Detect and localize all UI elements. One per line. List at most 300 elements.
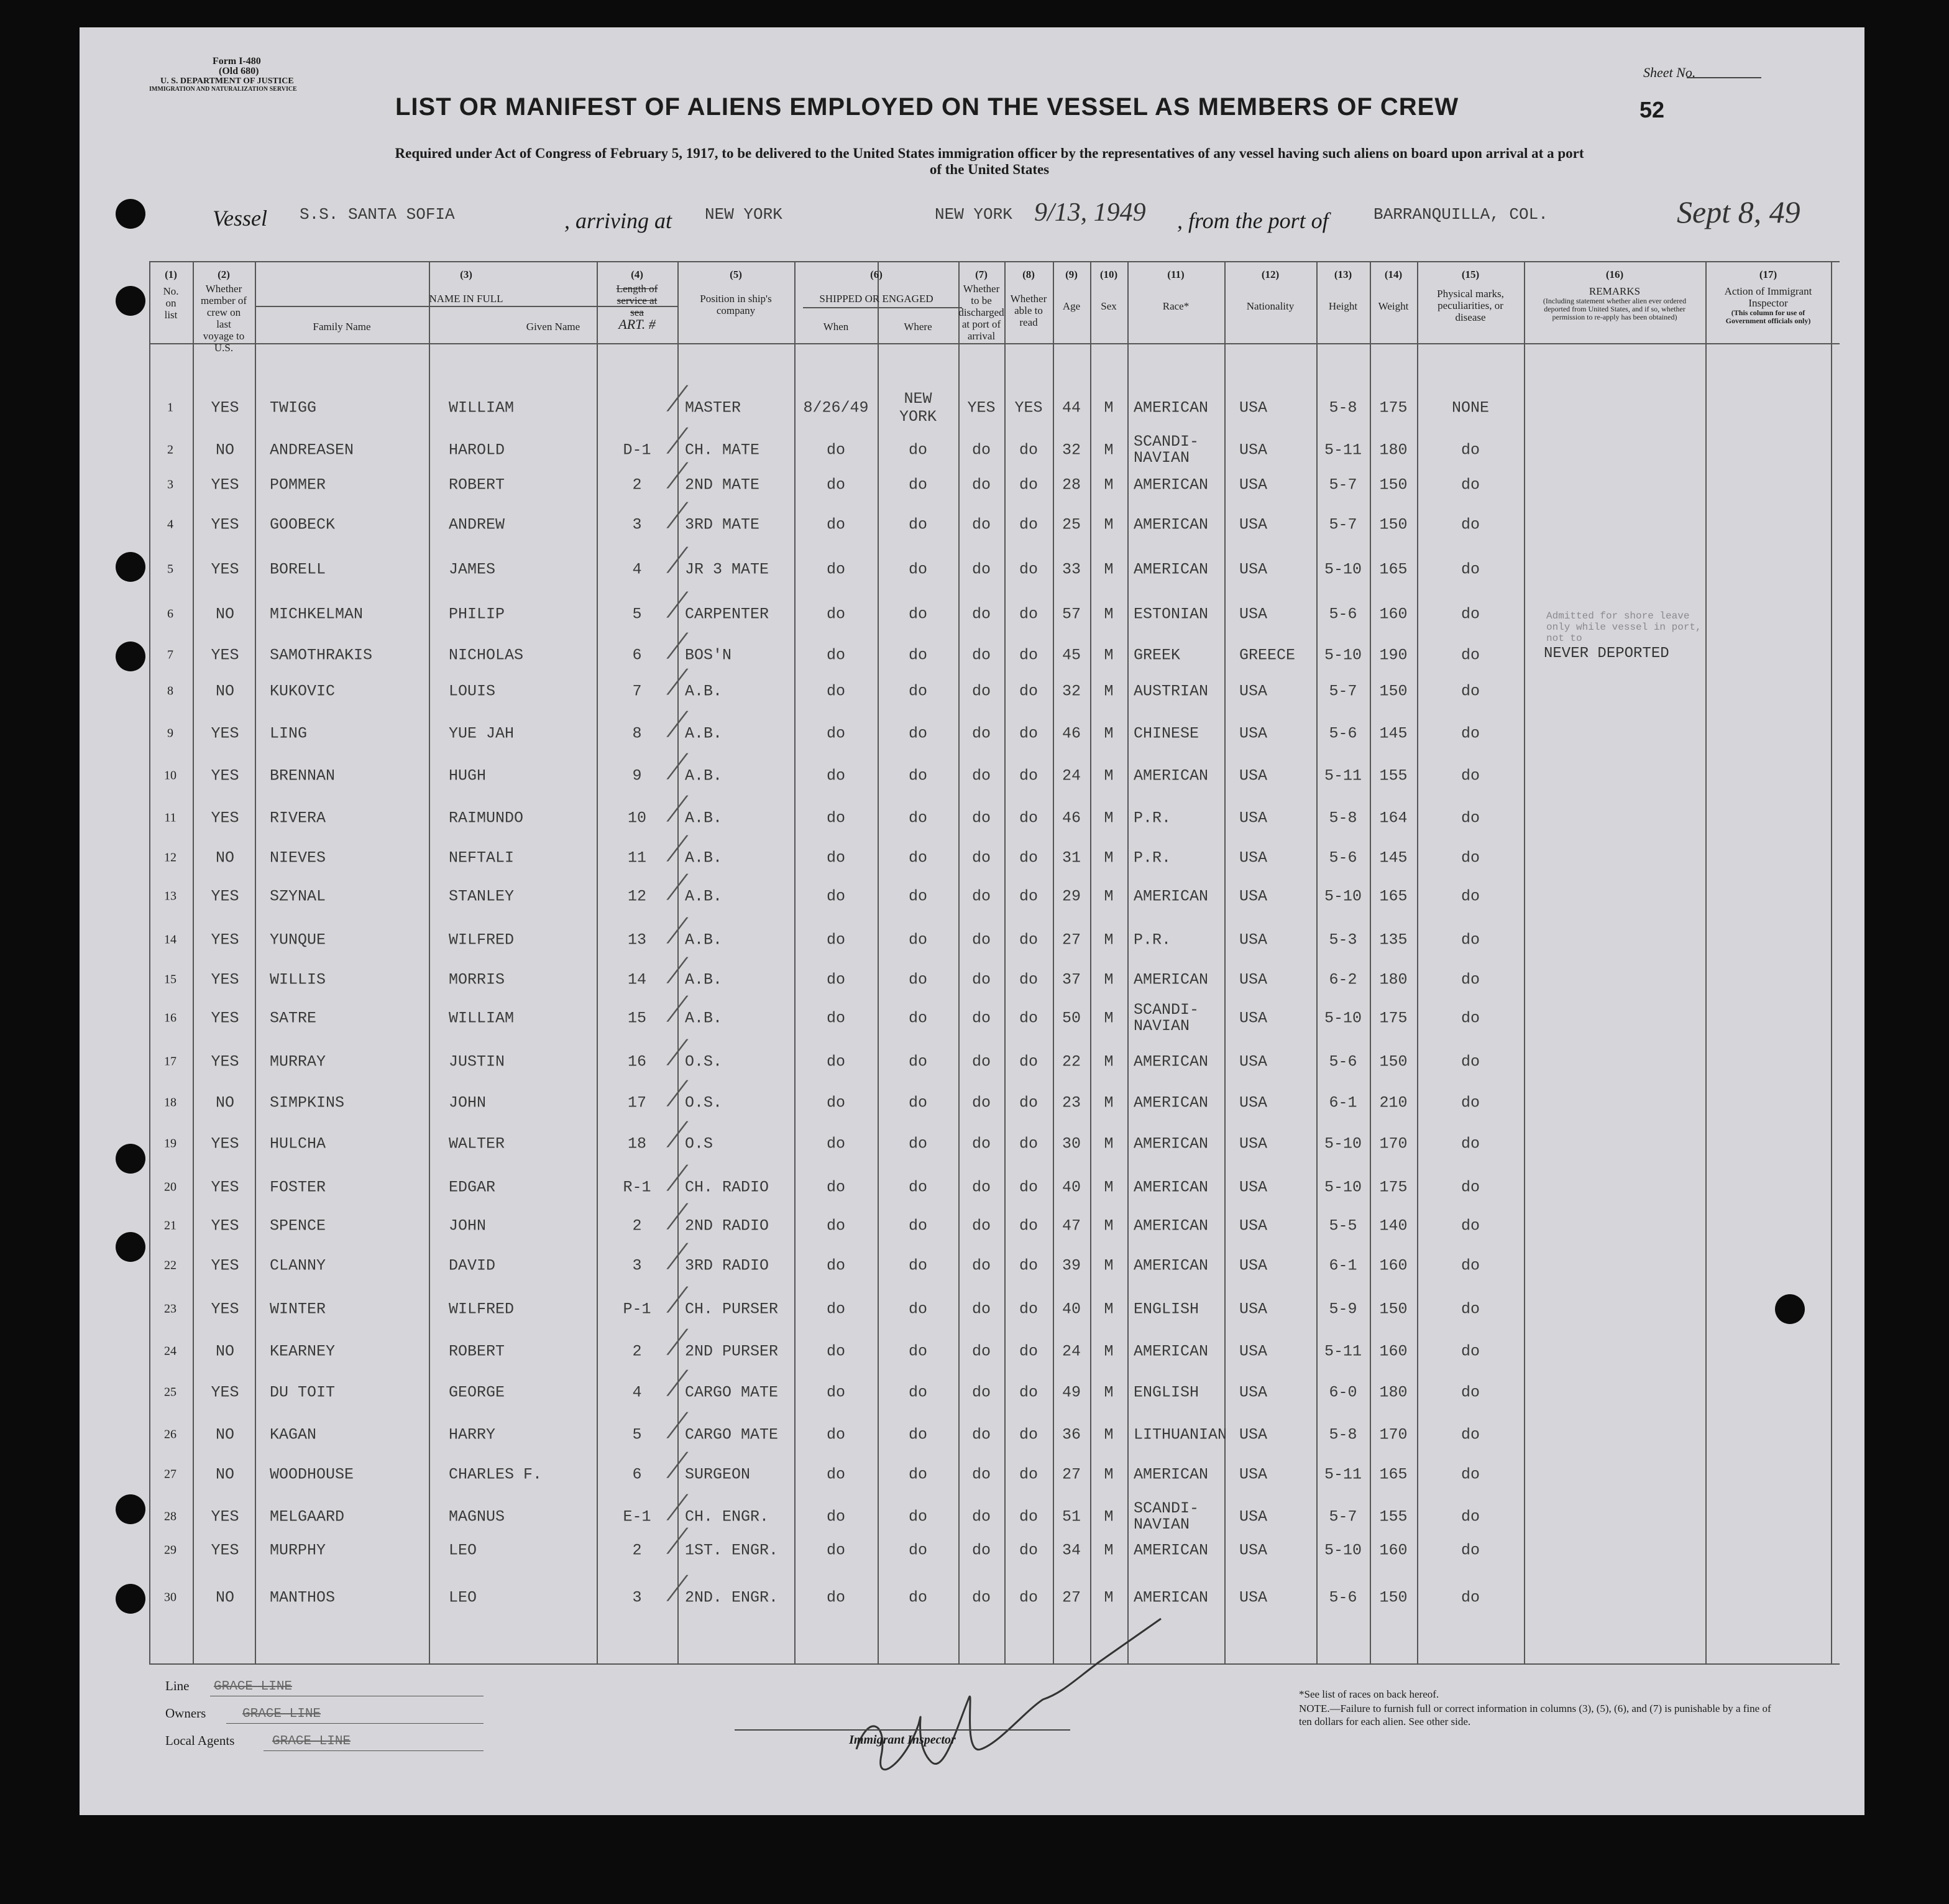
- race: AMERICAN: [1134, 1093, 1209, 1112]
- able-to-read: do: [1019, 1465, 1038, 1484]
- age: 27: [1062, 1465, 1081, 1484]
- race: ENGLISH: [1134, 1300, 1199, 1318]
- physical-marks: do: [1461, 766, 1480, 785]
- art-number: 11: [627, 849, 646, 867]
- able-to-read: do: [1019, 646, 1038, 665]
- race: GREEK: [1134, 646, 1181, 665]
- prev-voyage: YES: [211, 809, 239, 827]
- arriving-state: NEW YORK: [935, 205, 1012, 224]
- weight: 145: [1379, 724, 1408, 743]
- nationality: USA: [1239, 931, 1268, 949]
- weight: 175: [1379, 1009, 1408, 1028]
- prev-voyage: YES: [211, 1300, 239, 1318]
- shipped-when: do: [826, 441, 845, 459]
- nationality: USA: [1239, 441, 1268, 459]
- row-number: 23: [164, 1302, 177, 1316]
- punch-hole: [116, 1144, 145, 1174]
- race: AUSTRIAN: [1134, 682, 1209, 701]
- shipped-when: do: [826, 766, 845, 785]
- owners-label: Owners: [165, 1706, 206, 1721]
- physical-marks: do: [1461, 682, 1480, 701]
- nationality: USA: [1239, 1465, 1268, 1484]
- physical-marks: NONE: [1451, 398, 1489, 417]
- row-number: 27: [164, 1467, 177, 1481]
- given-name: HARRY: [449, 1425, 496, 1444]
- race: AMERICAN: [1134, 1178, 1209, 1197]
- height: 5-10: [1324, 887, 1362, 906]
- tally-check-mark: ╱: [669, 874, 682, 899]
- shipped-where: do: [908, 1052, 927, 1071]
- family-name: FOSTER: [270, 1178, 326, 1197]
- tally-check-mark: ╱: [669, 1287, 682, 1312]
- prev-voyage: YES: [211, 766, 239, 785]
- age: 47: [1062, 1216, 1081, 1235]
- col-rule: [193, 261, 194, 1663]
- height: 5-9: [1329, 1300, 1357, 1318]
- service: IMMIGRATION AND NATURALIZATION SERVICE: [149, 86, 297, 93]
- shipped-when: do: [826, 1134, 845, 1153]
- height: 5-6: [1329, 724, 1357, 743]
- owners-rule: [226, 1723, 484, 1724]
- remarks-never-deported: NEVER DEPORTED: [1544, 645, 1669, 662]
- shipped-when: do: [826, 809, 845, 827]
- prev-voyage: NO: [215, 1465, 234, 1484]
- height: 5-3: [1329, 931, 1357, 949]
- family-name: WILLIS: [270, 970, 326, 989]
- given-name: ANDREW: [449, 515, 505, 534]
- able-to-read: do: [1019, 849, 1038, 867]
- sex: M: [1104, 1256, 1114, 1275]
- nationality: USA: [1239, 605, 1268, 623]
- shipped-where: do: [908, 1342, 927, 1361]
- able-to-read: do: [1019, 560, 1038, 579]
- row-number: 15: [164, 972, 177, 986]
- weight: 180: [1379, 970, 1408, 989]
- tally-check-mark: ╱: [669, 1528, 682, 1553]
- shipped-where: do: [908, 441, 927, 459]
- physical-marks: do: [1461, 476, 1480, 494]
- art-number: D-1: [623, 441, 651, 459]
- discharged: do: [971, 1052, 991, 1071]
- age: 27: [1062, 931, 1081, 949]
- row-number: 7: [167, 648, 173, 662]
- race: AMERICAN: [1134, 1216, 1209, 1235]
- shipped-when: do: [826, 515, 845, 534]
- physical-marks: do: [1461, 931, 1480, 949]
- art-number: 13: [627, 931, 646, 949]
- shipped-where: do: [908, 1256, 927, 1275]
- physical-marks: do: [1461, 1342, 1480, 1361]
- able-to-read: do: [1019, 515, 1038, 534]
- shipped-where: do: [908, 1300, 927, 1318]
- height: 5-5: [1329, 1216, 1357, 1235]
- prev-voyage: NO: [215, 1342, 234, 1361]
- shipped-where: do: [908, 1425, 927, 1444]
- col-rule: [429, 261, 430, 1663]
- shipped-when-header: When: [823, 321, 849, 333]
- nationality: USA: [1239, 515, 1268, 534]
- shipped-when: do: [826, 1342, 845, 1361]
- given-name: PHILIP: [449, 605, 505, 623]
- position: MASTER: [685, 398, 741, 417]
- prev-voyage: NO: [215, 682, 234, 701]
- col3-title: NAME IN FULL: [429, 293, 503, 305]
- tally-check-mark: ╱: [669, 385, 682, 411]
- race: AMERICAN: [1134, 560, 1209, 579]
- nationality: USA: [1239, 809, 1268, 827]
- sex: M: [1104, 1541, 1114, 1560]
- able-to-read: do: [1019, 682, 1038, 701]
- col15-header: [1417, 269, 1524, 323]
- weight: 165: [1379, 560, 1408, 579]
- from-port: BARRANQUILLA, COL.: [1373, 205, 1548, 224]
- able-to-read: do: [1019, 1178, 1038, 1197]
- col-rule: [1224, 261, 1226, 1663]
- discharged: do: [971, 560, 991, 579]
- punch-hole: [116, 199, 145, 229]
- prev-voyage: YES: [211, 515, 239, 534]
- able-to-read: do: [1019, 1052, 1038, 1071]
- line-value: GRACE LINE: [214, 1680, 293, 1694]
- agents-label: Local Agents: [165, 1733, 235, 1748]
- col13-header: [1316, 269, 1370, 312]
- col13-number: (13): [1334, 269, 1352, 280]
- height: 6-2: [1329, 970, 1357, 989]
- arrival-date: 9/13, 1949: [1034, 198, 1146, 227]
- given-name: RAIMUNDO: [449, 809, 524, 827]
- inspector-signature: [838, 1606, 1173, 1793]
- family-name: MICHKELMAN: [270, 605, 364, 623]
- shipped-where: do: [908, 605, 927, 623]
- col8-title: Whether able to read: [1010, 293, 1047, 328]
- height: 5-6: [1329, 1052, 1357, 1071]
- weight: 180: [1379, 1383, 1408, 1402]
- tally-check-mark: ╱: [669, 1243, 682, 1269]
- col10-number: (10): [1099, 269, 1118, 280]
- given-name: ROBERT: [449, 476, 505, 494]
- col17-note: (This column for use of Government officials only): [1725, 308, 1811, 325]
- col-rule: [1127, 261, 1129, 1663]
- col-rule: [958, 261, 960, 1663]
- punch-hole: [116, 286, 145, 316]
- col6-title: SHIPPED OR ENGAGED: [819, 293, 933, 305]
- art-number: 17: [627, 1093, 646, 1112]
- shipped-when: do: [826, 1256, 845, 1275]
- col7-title: Whether to be discharged at port of arrival: [958, 283, 1004, 342]
- race: SCANDI- NAVIAN: [1134, 1499, 1199, 1534]
- physical-marks: do: [1461, 1507, 1480, 1526]
- discharged: do: [971, 931, 991, 949]
- weight: 150: [1379, 476, 1408, 494]
- col15-number: (15): [1461, 269, 1480, 280]
- family-name: GOOBECK: [270, 515, 336, 534]
- race: AMERICAN: [1134, 476, 1209, 494]
- height: 5-10: [1324, 1009, 1362, 1028]
- sex: M: [1104, 887, 1114, 906]
- able-to-read: do: [1019, 766, 1038, 785]
- shipped-where: do: [908, 1507, 927, 1526]
- physical-marks: do: [1461, 887, 1480, 906]
- physical-marks: do: [1461, 809, 1480, 827]
- discharged: do: [971, 1342, 991, 1361]
- sex: M: [1104, 1134, 1114, 1153]
- nationality: USA: [1239, 1009, 1268, 1028]
- weight: 160: [1379, 605, 1408, 623]
- col4-art: ART. #: [618, 316, 656, 332]
- agents-value: GRACE LINE: [272, 1734, 351, 1749]
- shipped-when: 8/26/49: [803, 398, 869, 417]
- age: 40: [1062, 1300, 1081, 1318]
- col14-header: [1370, 269, 1417, 312]
- discharged: do: [971, 1134, 991, 1153]
- shipped-when: do: [826, 849, 845, 867]
- given-name: LEO: [449, 1588, 477, 1607]
- weight: 150: [1379, 1588, 1408, 1607]
- col-rule: [1004, 261, 1006, 1663]
- sex: M: [1104, 1465, 1114, 1484]
- nationality: USA: [1239, 560, 1268, 579]
- age: 23: [1062, 1093, 1081, 1112]
- height: 5-11: [1324, 441, 1362, 459]
- row-number: 21: [164, 1218, 177, 1233]
- races-note: *See list of races on back hereof.: [1299, 1688, 1439, 1700]
- physical-marks: do: [1461, 1256, 1480, 1275]
- col17-number: (17): [1759, 269, 1777, 280]
- shipped-when: do: [826, 1425, 845, 1444]
- tally-check-mark: ╱: [669, 462, 682, 488]
- weight: 150: [1379, 1052, 1408, 1071]
- sex: M: [1104, 1383, 1114, 1402]
- race: ENGLISH: [1134, 1383, 1199, 1402]
- weight: 210: [1379, 1093, 1408, 1112]
- weight: 175: [1379, 398, 1408, 417]
- art-number: 10: [627, 809, 646, 827]
- able-to-read: do: [1019, 1093, 1038, 1112]
- family-name: LING: [270, 724, 308, 743]
- given-name: NEFTALI: [449, 849, 515, 867]
- art-number: R-1: [623, 1178, 651, 1197]
- shipped-where: do: [908, 970, 927, 989]
- sheet-line: [1687, 77, 1761, 78]
- row-number: 3: [167, 477, 173, 492]
- able-to-read: do: [1019, 1588, 1038, 1607]
- weight: 164: [1379, 809, 1408, 827]
- race: ESTONIAN: [1134, 605, 1209, 623]
- shipped-where: do: [908, 1465, 927, 1484]
- sex: M: [1104, 1009, 1114, 1028]
- physical-marks: do: [1461, 1093, 1480, 1112]
- age: 49: [1062, 1383, 1081, 1402]
- age: 37: [1062, 970, 1081, 989]
- race: AMERICAN: [1134, 1256, 1209, 1275]
- nationality: USA: [1239, 766, 1268, 785]
- height: 5-6: [1329, 849, 1357, 867]
- tally-check-mark: ╱: [669, 1494, 682, 1520]
- position: CH. PURSER: [685, 1300, 779, 1318]
- family-name: SIMPKINS: [270, 1093, 345, 1112]
- col8-number: (8): [1022, 269, 1035, 280]
- sex: M: [1104, 970, 1114, 989]
- art-number: 3: [632, 1588, 642, 1607]
- shipped-where: do: [908, 646, 927, 665]
- family-name: POMMER: [270, 476, 326, 494]
- race: CHINESE: [1134, 724, 1199, 743]
- weight: 135: [1379, 931, 1408, 949]
- able-to-read: do: [1019, 970, 1038, 989]
- col10-title: Sex: [1101, 300, 1117, 312]
- art-number: 7: [632, 682, 642, 701]
- position: 3RD MATE: [685, 515, 760, 534]
- remarks-stamp: Admitted for shore leave only while vessel in port, not to: [1546, 610, 1702, 644]
- given-name: WILFRED: [449, 931, 515, 949]
- discharged: do: [971, 1256, 991, 1275]
- discharged: do: [971, 646, 991, 665]
- prev-voyage: YES: [211, 1052, 239, 1071]
- weight: 165: [1379, 1465, 1408, 1484]
- family-name: WINTER: [270, 1300, 326, 1318]
- family-name: BRENNAN: [270, 766, 336, 785]
- vessel-label: Vessel: [213, 206, 267, 231]
- nationality: USA: [1239, 1093, 1268, 1112]
- discharged: do: [971, 970, 991, 989]
- position: JR 3 MATE: [685, 560, 769, 579]
- age: 22: [1062, 1052, 1081, 1071]
- given-name: JUSTIN: [449, 1052, 505, 1071]
- col-rule: [1090, 261, 1091, 1663]
- able-to-read: do: [1019, 1300, 1038, 1318]
- age: 25: [1062, 515, 1081, 534]
- nationality: USA: [1239, 1342, 1268, 1361]
- shipped-where: do: [908, 682, 927, 701]
- art-number: P-1: [623, 1300, 651, 1318]
- subtitle: [219, 145, 1760, 178]
- col-rule: [1524, 261, 1525, 1663]
- discharged: do: [971, 1300, 991, 1318]
- sex: M: [1104, 931, 1114, 949]
- position: A.B.: [685, 724, 723, 743]
- art-number: 3: [632, 515, 642, 534]
- from-port-label: , from the port of: [1177, 208, 1329, 233]
- punch-hole: [116, 1494, 145, 1524]
- col6-header: [794, 269, 958, 305]
- position: A.B.: [685, 809, 723, 827]
- nationality: USA: [1239, 849, 1268, 867]
- art-number: 2: [632, 476, 642, 494]
- given-name: JOHN: [449, 1093, 487, 1112]
- weight: 165: [1379, 887, 1408, 906]
- prev-voyage: YES: [211, 398, 239, 417]
- race: AMERICAN: [1134, 1465, 1209, 1484]
- sex: M: [1104, 1093, 1114, 1112]
- col-rule: [597, 261, 598, 1663]
- tally-check-mark: ╱: [669, 669, 682, 694]
- prev-voyage: YES: [211, 476, 239, 494]
- discharged: do: [971, 1383, 991, 1402]
- race: P.R.: [1134, 931, 1172, 949]
- col9-header: [1053, 269, 1090, 312]
- shipped-when: do: [826, 1216, 845, 1235]
- given-name: EDGAR: [449, 1178, 496, 1197]
- nationality: USA: [1239, 970, 1268, 989]
- age: 31: [1062, 849, 1081, 867]
- nationality: GREECE: [1239, 646, 1296, 665]
- nationality: USA: [1239, 1216, 1268, 1235]
- height: 5-10: [1324, 1134, 1362, 1153]
- row-number: 6: [167, 607, 173, 621]
- shipped-where: do: [908, 1009, 927, 1028]
- sex: M: [1104, 605, 1114, 623]
- tally-check-mark: ╱: [669, 1370, 682, 1396]
- tally-check-mark: ╱: [669, 1575, 682, 1601]
- position: CH. RADIO: [685, 1178, 769, 1197]
- col-rule: [1053, 261, 1054, 1663]
- shipped-when: do: [826, 970, 845, 989]
- col4-title: Length of service at sea: [616, 283, 658, 318]
- height: 5-11: [1324, 1342, 1362, 1361]
- sex: M: [1104, 1216, 1114, 1235]
- physical-marks: do: [1461, 1541, 1480, 1560]
- age: 24: [1062, 1342, 1081, 1361]
- shipped-when: do: [826, 1178, 845, 1197]
- discharged: do: [971, 476, 991, 494]
- age: 24: [1062, 766, 1081, 785]
- punch-hole: [1775, 1294, 1805, 1324]
- col12-header: [1224, 269, 1316, 312]
- race: AMERICAN: [1134, 1342, 1209, 1361]
- col5-number: (5): [730, 269, 742, 280]
- row-number: 8: [167, 684, 173, 698]
- discharged: do: [971, 1178, 991, 1197]
- prev-voyage: YES: [211, 887, 239, 906]
- weight: 160: [1379, 1342, 1408, 1361]
- row-number: 4: [167, 517, 173, 531]
- art-number: 4: [632, 560, 642, 579]
- col3-number: (3): [460, 269, 472, 280]
- discharged: do: [971, 766, 991, 785]
- shipped-when: do: [826, 1465, 845, 1484]
- art-number: 16: [627, 1052, 646, 1071]
- race: AMERICAN: [1134, 1134, 1209, 1153]
- col17-header: [1705, 269, 1831, 325]
- art-number: E-1: [623, 1507, 651, 1526]
- art-number: 2: [632, 1342, 642, 1361]
- shipped-when: do: [826, 1052, 845, 1071]
- race: LITHUANIAN: [1134, 1425, 1227, 1444]
- family-name: HULCHA: [270, 1134, 326, 1153]
- handwritten-date: Sept 8, 49: [1677, 195, 1800, 229]
- height: 5-7: [1329, 682, 1357, 701]
- weight: 190: [1379, 646, 1408, 665]
- physical-marks: do: [1461, 1178, 1480, 1197]
- age: 45: [1062, 646, 1081, 665]
- discharged: do: [971, 682, 991, 701]
- position: 2ND MATE: [685, 476, 760, 494]
- age: 57: [1062, 605, 1081, 623]
- row-number: 17: [164, 1054, 177, 1069]
- header-rule: [149, 343, 1840, 344]
- position: O.S.: [685, 1052, 723, 1071]
- given-name: YUE JAH: [449, 724, 515, 743]
- col1-title: No. on list: [163, 285, 179, 321]
- race: AMERICAN: [1134, 887, 1209, 906]
- physical-marks: do: [1461, 515, 1480, 534]
- col9-title: Age: [1062, 300, 1081, 312]
- age: 28: [1062, 476, 1081, 494]
- punch-hole: [116, 642, 145, 671]
- shipped-where: do: [908, 476, 927, 494]
- nationality: USA: [1239, 1052, 1268, 1071]
- weight: 180: [1379, 441, 1408, 459]
